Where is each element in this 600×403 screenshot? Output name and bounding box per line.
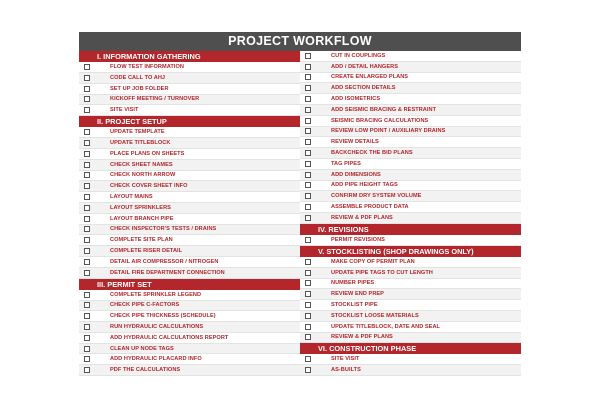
checkbox[interactable] xyxy=(84,237,90,243)
checklist-item xyxy=(79,290,300,301)
checklist-item-label: ADD SECTION DETAILS xyxy=(331,85,396,92)
checklist-item xyxy=(300,257,521,268)
checklist-item-label: REVIEW LOW POINT / AUXILIARY DRAINS xyxy=(331,128,446,135)
checkbox[interactable] xyxy=(305,259,311,265)
checklist-item-label: BACKCHECK THE BID PLANS xyxy=(331,150,413,157)
checklist-item-label: CHECK INSPECTOR'S TESTS / DRAINS xyxy=(110,226,217,233)
checklist-item-label: PDF THE CALCULATIONS xyxy=(110,367,181,374)
checklist-item-label: CONFIRM DRY SYSTEM VOLUME xyxy=(331,193,422,200)
checklist-item xyxy=(300,181,521,192)
checklist-item-label: ADD PIPE HEIGHT TAGS xyxy=(331,182,398,189)
checklist-item-label: REVIEW END PREP xyxy=(331,291,384,298)
section-header: I. INFORMATION GATHERING xyxy=(79,51,300,62)
checklist-item xyxy=(79,365,300,376)
checklist-item-label: STOCKLIST PIPE xyxy=(331,302,378,308)
checklist-item-label: RUN HYDRAULIC CALCULATIONS xyxy=(110,323,204,330)
checklist-item xyxy=(300,159,521,170)
checklist-item xyxy=(79,225,300,236)
checklist-item-label: NUMBER PIPES xyxy=(331,280,375,287)
section-header: III. PERMIT SET xyxy=(79,279,300,290)
checkbox[interactable] xyxy=(305,334,311,340)
checklist-item xyxy=(300,62,521,73)
checklist-item-label: CHECK PIPE THICKNESS (SCHEDULE) xyxy=(110,313,216,320)
checklist-item-label: COMPLETE SITE PLAN xyxy=(110,237,173,244)
checklist-item-label: DETAIL AIR COMPRESSOR / NITROGEN xyxy=(110,258,219,265)
checklist-item-label: CODE CALL TO AHJ xyxy=(110,74,166,81)
checkbox[interactable] xyxy=(84,302,90,308)
checkbox[interactable] xyxy=(305,367,311,373)
checklist-item xyxy=(300,202,521,213)
checklist-item-label: UPDATE TEMPLATE xyxy=(110,129,165,136)
checkbox[interactable] xyxy=(84,346,90,352)
checklist-item xyxy=(79,301,300,312)
checkbox[interactable] xyxy=(84,216,90,222)
checklist-item-label: PERMIT REVISIONS xyxy=(331,236,385,243)
checklist-item xyxy=(300,137,521,148)
checklist-item xyxy=(300,83,521,94)
checkbox[interactable] xyxy=(84,313,90,319)
checkbox[interactable] xyxy=(84,226,90,232)
checkbox[interactable] xyxy=(305,172,311,178)
checkbox[interactable] xyxy=(84,129,90,135)
checklist-item xyxy=(79,73,300,84)
checklist-item xyxy=(79,149,300,160)
checkbox[interactable] xyxy=(305,139,311,145)
checklist-item-label: ADD DIMENSIONS xyxy=(331,171,381,178)
checklist-item-label: AS-BUILTS xyxy=(331,367,361,374)
checklist-item xyxy=(300,300,521,311)
left-checklist-column xyxy=(79,51,300,376)
checkbox[interactable] xyxy=(84,86,90,92)
checkbox[interactable] xyxy=(305,107,311,113)
checklist-item-label: REVIEW & PDF PLANS xyxy=(331,334,393,341)
checklist-item xyxy=(300,127,521,138)
checklist-item xyxy=(79,203,300,214)
checklist-item-label: STOCKLIST LOOSE MATERIALS xyxy=(331,312,419,319)
checklist-item-label: COMPLETE SPRINKLER LEGEND xyxy=(110,291,202,298)
checkbox[interactable] xyxy=(84,194,90,200)
checklist-item-label: PLACE PLANS ON SHEETS xyxy=(110,150,185,157)
checkbox[interactable] xyxy=(305,118,311,124)
checklist-item-label: FLOW TEST INFORMATION xyxy=(110,64,184,71)
checklist-columns xyxy=(79,51,521,391)
checklist-item-label: ADD HYDRAULIC PLACARD INFO xyxy=(110,356,202,363)
checklist-item xyxy=(79,62,300,73)
checkbox[interactable] xyxy=(84,162,90,168)
checklist-item-label: CLEAN UP NODE TAGS xyxy=(110,345,174,352)
checklist-item xyxy=(79,214,300,225)
checklist-item xyxy=(79,138,300,149)
checklist-item xyxy=(300,170,521,181)
checklist-item xyxy=(79,235,300,246)
checkbox[interactable] xyxy=(305,324,311,330)
page-title: PROJECT WORKFLOW xyxy=(79,32,521,51)
checkbox[interactable] xyxy=(305,85,311,91)
checkbox[interactable] xyxy=(84,324,90,330)
checklist-item xyxy=(79,246,300,257)
checkbox[interactable] xyxy=(84,151,90,157)
checklist-item-label: ASSEMBLE PRODUCT DATA xyxy=(331,204,409,211)
checklist-item-label: CHECK PIPE C-FACTORS xyxy=(110,302,180,309)
section-header: VI. CONSTRUCTION PHASE xyxy=(300,343,521,354)
checkbox[interactable] xyxy=(305,128,311,134)
checklist-item xyxy=(79,354,300,365)
checkbox[interactable] xyxy=(305,237,311,243)
checklist-item xyxy=(79,127,300,138)
checklist-item-label: SITE VISIT xyxy=(110,107,139,114)
checkbox[interactable] xyxy=(84,183,90,189)
checklist-item xyxy=(79,181,300,192)
checklist-item xyxy=(79,160,300,171)
checklist-item xyxy=(300,289,521,300)
checklist-item xyxy=(300,365,521,376)
checkbox[interactable] xyxy=(84,64,90,70)
checklist-item xyxy=(79,333,300,344)
checklist-item-label: DETAIL FIRE DEPARTMENT CONNECTION xyxy=(110,269,225,276)
checklist-item xyxy=(79,322,300,333)
checklist-item xyxy=(300,73,521,84)
checklist-item xyxy=(300,354,521,365)
checklist-item xyxy=(79,192,300,203)
checkbox[interactable] xyxy=(305,356,311,362)
checkbox[interactable] xyxy=(305,302,311,308)
checkbox[interactable] xyxy=(305,96,311,102)
checklist-item-label: ADD SEISMIC BRACING & RESTRAINT xyxy=(331,106,437,113)
checklist-item-label: UPDATE PIPE TAGS TO CUT LENGTH xyxy=(331,269,433,276)
checklist-item xyxy=(300,311,521,322)
checkbox[interactable] xyxy=(84,205,90,211)
checklist-item-label: LAYOUT MAINS xyxy=(110,194,153,201)
checkbox[interactable] xyxy=(305,270,311,276)
checklist-item xyxy=(300,213,521,224)
checklist-item-label: CREATE ENLARGED PLANS xyxy=(331,74,409,81)
checklist-item xyxy=(300,268,521,279)
checklist-item-label: CHECK SHEET NAMES xyxy=(110,161,173,168)
checkbox[interactable] xyxy=(84,96,90,102)
right-checklist-column xyxy=(300,51,521,376)
checklist-item-label: TAG PIPES xyxy=(331,160,361,167)
checklist-item xyxy=(300,279,521,290)
checklist-item-label: UPDATE TITLEBLOCK, DATE AND SEAL xyxy=(331,323,441,330)
checkbox[interactable] xyxy=(84,259,90,265)
workflow-sheet xyxy=(79,32,521,391)
checklist-item-label: ADD HYDRAULIC CALCULATIONS REPORT xyxy=(110,334,229,341)
checklist-item xyxy=(79,344,300,355)
checklist-item-label: SET UP JOB FOLDER xyxy=(110,85,169,92)
checkbox[interactable] xyxy=(305,74,311,80)
checklist-item xyxy=(300,116,521,127)
checklist-item xyxy=(300,94,521,105)
checklist-item-label: ADD / DETAIL HANGERS xyxy=(331,63,398,70)
checkbox[interactable] xyxy=(84,140,90,146)
checkbox[interactable] xyxy=(305,280,311,286)
checklist-item-label: MAKE COPY OF PERMIT PLAN xyxy=(331,258,415,265)
checklist-item-label: CUT IN COUPLINGS xyxy=(331,52,386,59)
checkbox[interactable] xyxy=(305,64,311,70)
checkbox[interactable] xyxy=(305,182,311,188)
checkbox[interactable] xyxy=(84,172,90,178)
checklist-item-label: SITE VISIT xyxy=(331,356,360,363)
checklist-item xyxy=(300,148,521,159)
section-header: V. STOCKLISTING (SHOP DRAWINGS ONLY) xyxy=(300,246,521,257)
checklist-item-label: CHECK NORTH ARROW xyxy=(110,172,176,179)
checklist-item xyxy=(300,191,521,202)
checklist-item xyxy=(79,84,300,95)
checklist-item-label: SEISMIC BRACING CALCULATIONS xyxy=(331,117,429,124)
checklist-item xyxy=(79,95,300,106)
checklist-item xyxy=(79,171,300,182)
checklist-item-label: REVIEW DETAILS xyxy=(331,139,379,146)
checklist-item-label: COMPLETE RISER DETAIL xyxy=(110,248,183,255)
checklist-item-label: CHECK COVER SHEET INFO xyxy=(110,183,188,190)
checkbox[interactable] xyxy=(84,356,90,362)
checklist-item xyxy=(79,311,300,322)
checklist-item xyxy=(79,105,300,116)
checklist-item xyxy=(79,257,300,268)
checkbox[interactable] xyxy=(305,215,311,221)
checklist-item-label: KICKOFF MEETING / TURNOVER xyxy=(110,96,200,103)
checklist-item-label: ADD ISOMETRICS xyxy=(331,96,381,103)
checkbox[interactable] xyxy=(84,75,90,81)
section-header: II. PROJECT SETUP xyxy=(79,116,300,127)
checkbox[interactable] xyxy=(84,367,90,373)
checkbox[interactable] xyxy=(305,204,311,210)
checklist-item xyxy=(300,333,521,344)
checkbox[interactable] xyxy=(84,270,90,276)
checkbox[interactable] xyxy=(305,161,311,167)
checkbox[interactable] xyxy=(84,292,90,298)
checklist-item-label: LAYOUT SPRINKLERS xyxy=(110,204,171,211)
checklist-item xyxy=(300,105,521,116)
checkbox[interactable] xyxy=(305,291,311,297)
section-header: IV. REVISIONS xyxy=(300,224,521,235)
checklist-item xyxy=(300,322,521,333)
checkbox[interactable] xyxy=(305,53,311,59)
checklist-item-label: LAYOUT BRANCH PIPE xyxy=(110,215,174,222)
checklist-item-label: REVIEW & PDF PLANS xyxy=(331,214,393,221)
checkbox[interactable] xyxy=(84,107,90,113)
checkbox[interactable] xyxy=(305,313,311,319)
checklist-item xyxy=(300,235,521,246)
checkbox[interactable] xyxy=(305,150,311,156)
checkbox[interactable] xyxy=(305,193,311,199)
checkbox[interactable] xyxy=(84,335,90,341)
checklist-item xyxy=(300,51,521,62)
checklist-item xyxy=(79,268,300,279)
checkbox[interactable] xyxy=(84,248,90,254)
checklist-item-label: UPDATE TITLEBLOCK xyxy=(110,140,171,147)
